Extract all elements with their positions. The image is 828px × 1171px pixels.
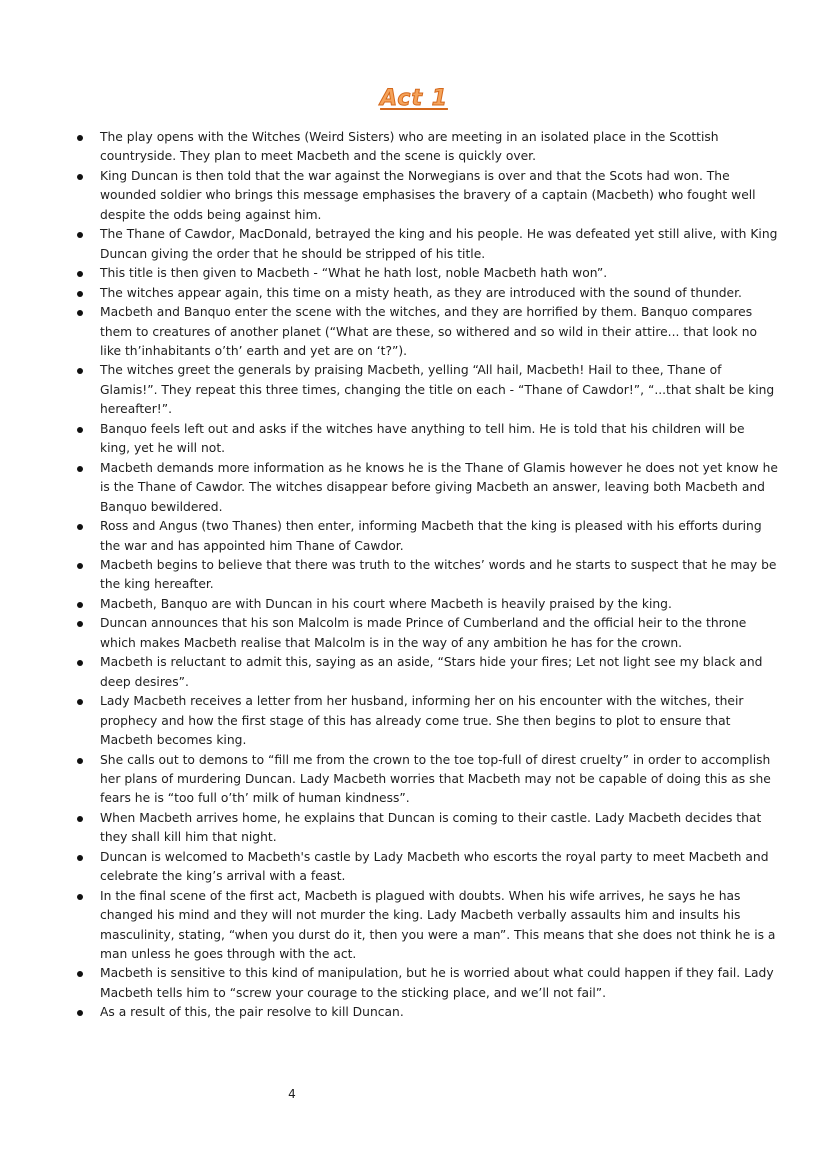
bullet-item: When Macbeth arrives home, he explains that Duncan is coming to their castle. Lady Macbeth decides that they shall kill him that night. xyxy=(0,809,828,848)
bullet-item: Macbeth and Banquo enter the scene with the witches, and they are horrified by them. Banquo compares them to creatures of another planet (“What are these, so withered and so wild in their attire... that look no like th’inhabitants o’th’ earth and yet are on ‘t?”). xyxy=(0,303,828,361)
page-title: Act 1 xyxy=(380,86,448,111)
bullet-item: Macbeth is sensitive to this kind of manipulation, but he is worried about what could happen if they fail. Lady Macbeth tells him to “screw your courage to the sticking place, and we’ll not fail”. xyxy=(0,964,828,1003)
bullet-item: Macbeth demands more information as he knows he is the Thane of Glamis however he does not yet know he is the Thane of Cawdor. The witches disappear before giving Macbeth an answer, leaving both Macbeth and Banquo bewildered. xyxy=(0,459,828,517)
bullet-item: King Duncan is then told that the war against the Norwegians is over and that the Scots had won. The wounded soldier who brings this message emphasises the bravery of a captain (Macbeth) who fought well despite the odds being against him. xyxy=(0,167,828,225)
bullet-item: As a result of this, the pair resolve to kill Duncan. xyxy=(0,1003,828,1022)
bullet-item: She calls out to demons to “fill me from the crown to the toe top-full of direst cruelty” in order to accomplish her plans of murdering Duncan. Lady Macbeth worries that Macbeth may not be capable of doing this as she fears he is “too full o’th’ milk of human kindness”. xyxy=(0,751,828,809)
bullet-item: Ross and Angus (two Thanes) then enter, informing Macbeth that the king is pleased with his efforts during the war and has appointed him Thane of Cawdor. xyxy=(0,517,828,556)
bullet-item: Macbeth, Banquo are with Duncan in his court where Macbeth is heavily praised by the king. xyxy=(0,595,828,614)
bullet-item: Duncan announces that his son Malcolm is made Prince of Cumberland and the official heir to the throne which makes Macbeth realise that Malcolm is in the way of any ambition he has for the crown. xyxy=(0,614,828,653)
bullet-item: This title is then given to Macbeth - “What he hath lost, noble Macbeth hath won”. xyxy=(0,264,828,283)
bullet-item: The witches appear again, this time on a misty heath, as they are introduced with the sound of thunder. xyxy=(0,284,828,303)
bullet-item: Macbeth is reluctant to admit this, saying as an aside, “Stars hide your fires; Let not light see my black and deep desires”. xyxy=(0,653,828,692)
bullet-item: Macbeth begins to believe that there was truth to the witches’ words and he starts to suspect that he may be the king hereafter. xyxy=(0,556,828,595)
bullet-item: The play opens with the Witches (Weird Sisters) who are meeting in an isolated place in the Scottish countryside. They plan to meet Macbeth and the scene is quickly over. xyxy=(0,128,828,167)
bullet-item: The Thane of Cawdor, MacDonald, betrayed the king and his people. He was defeated yet still alive, with King Duncan giving the order that he should be stripped of his title. xyxy=(0,225,828,264)
bullet-item: Banquo feels left out and asks if the witches have anything to tell him. He is told that his children will be king, yet he will not. xyxy=(0,420,828,459)
page-number: 4 xyxy=(288,1087,296,1101)
bullet-item: Lady Macbeth receives a letter from her husband, informing her on his encounter with the witches, their prophecy and how the first stage of this has already come true. She then begins to plot to ensure that Macbeth becomes king. xyxy=(0,692,828,750)
bullet-item: In the final scene of the first act, Macbeth is plagued with doubts. When his wife arrives, he says he has changed his mind and they will not murder the king. Lady Macbeth verbally assaults him and insults his masculinity, stating, “when you durst do it, then you were a man”. This means that she does not think he is a man unless he goes through with the act. xyxy=(0,887,828,965)
summary-bullet-list xyxy=(0,128,828,1023)
bullet-item: The witches greet the generals by praising Macbeth, yelling “All hail, Macbeth! Hail to thee, Thane of Glamis!”. They repeat this three times, changing the title on each - “Thane of Cawdor!”, “...that shalt be king hereafter!”. xyxy=(0,361,828,419)
bullet-item: Duncan is welcomed to Macbeth's castle by Lady Macbeth who escorts the royal party to meet Macbeth and celebrate the king’s arrival with a feast. xyxy=(0,848,828,887)
